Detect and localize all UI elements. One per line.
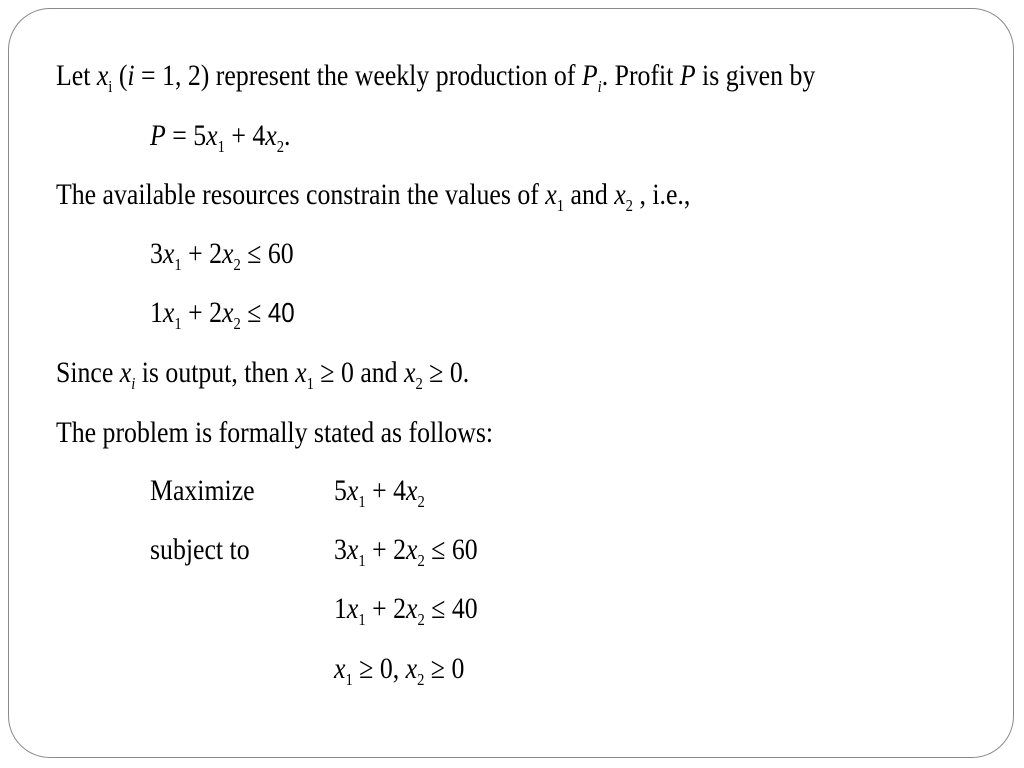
subscript: 2: [417, 670, 425, 689]
text: ≤ 40: [424, 592, 478, 625]
text: 5: [334, 474, 347, 507]
var-x: x: [346, 533, 359, 566]
profit-equation: [150, 118, 290, 154]
var-x: x: [405, 652, 418, 685]
var-x: x: [96, 59, 109, 92]
subscript: i: [597, 77, 602, 96]
var-x: x: [545, 178, 557, 211]
text: ≤: [240, 296, 268, 329]
var-i: i: [127, 59, 135, 92]
subscript: 1: [358, 551, 366, 570]
constraint-2: [150, 295, 295, 331]
subscript: 2: [625, 196, 633, 215]
subscript: 2: [276, 137, 285, 156]
subscript: 1: [217, 137, 225, 156]
subscript: 1: [174, 314, 182, 333]
text: + 4: [224, 119, 266, 152]
text: . Profit: [601, 59, 680, 92]
subject-to-label-line: [150, 532, 250, 568]
text: 1: [334, 592, 347, 625]
var-p: P: [679, 59, 696, 92]
text: is output, then: [135, 356, 296, 389]
text: ≤ 60: [240, 237, 294, 270]
var-p: P: [150, 119, 166, 152]
var-x: x: [346, 474, 359, 507]
subscript: 2: [233, 314, 241, 333]
var-x: x: [265, 119, 277, 152]
var-x: x: [119, 356, 132, 389]
var-x: x: [222, 237, 234, 270]
var-x: x: [206, 119, 218, 152]
subscript: i: [108, 77, 113, 96]
text: , i.e.,: [632, 178, 691, 211]
subscript: i: [131, 374, 136, 393]
constraint-1: [150, 236, 294, 272]
text: ≥ 0: [424, 652, 465, 685]
formal-constraint-2: [334, 591, 478, 627]
text: The available resources constrain the values of: [56, 178, 546, 211]
subscript: 2: [233, 255, 241, 274]
text: Since: [56, 356, 120, 389]
subject-to-label: subject to: [150, 533, 250, 566]
var-x: x: [295, 356, 307, 389]
nonnegativity-constraint: [334, 651, 464, 687]
var-x: x: [222, 296, 234, 329]
subscript: 1: [345, 670, 353, 689]
var-x: x: [162, 237, 175, 270]
var-x: x: [346, 592, 359, 625]
text: + 2: [365, 592, 407, 625]
text: The problem is formally stated as follows:: [56, 416, 494, 449]
subscript: 1: [306, 374, 314, 393]
text: 3: [334, 533, 347, 566]
text: 1: [150, 296, 163, 329]
maximize-label-line: [150, 473, 255, 509]
text: .: [284, 119, 291, 152]
since-line: [56, 355, 469, 391]
text: ≤ 60: [424, 533, 478, 566]
subscript: 1: [358, 610, 366, 629]
text: = 1, 2) represent the weekly production of: [134, 59, 582, 92]
subscript: 2: [417, 551, 425, 570]
text: and: [564, 178, 615, 211]
text: + 2: [181, 296, 223, 329]
formal-constraint-1: [334, 532, 478, 568]
var-x: x: [404, 356, 416, 389]
constraint-value: 40: [267, 297, 295, 328]
var-x: x: [406, 533, 418, 566]
subscript: 1: [358, 492, 366, 511]
text: is given by: [695, 59, 816, 92]
text: ≥ 0.: [422, 356, 470, 389]
var-x: x: [406, 592, 418, 625]
text: ≥ 0 and: [313, 356, 405, 389]
var-x: x: [162, 296, 175, 329]
text: (: [112, 59, 128, 92]
subscript: 2: [417, 492, 425, 511]
var-x: x: [334, 652, 346, 685]
var-x: x: [406, 474, 418, 507]
text: 3: [150, 237, 163, 270]
text: Let: [56, 59, 97, 92]
var-x: x: [614, 178, 626, 211]
text: + 4: [365, 474, 407, 507]
text: ≥ 0,: [352, 652, 406, 685]
intro-line: [56, 58, 815, 94]
maximize-label: Maximize: [150, 474, 255, 507]
var-p: P: [581, 59, 598, 92]
subscript: 1: [174, 255, 182, 274]
text: + 2: [365, 533, 407, 566]
objective-expression: [334, 473, 425, 509]
resources-line: [56, 177, 690, 213]
subscript: 1: [556, 196, 565, 215]
text: = 5: [165, 119, 207, 152]
subscript: 2: [415, 374, 423, 393]
subscript: 2: [417, 610, 425, 629]
formal-statement: [56, 415, 493, 451]
text: + 2: [181, 237, 223, 270]
